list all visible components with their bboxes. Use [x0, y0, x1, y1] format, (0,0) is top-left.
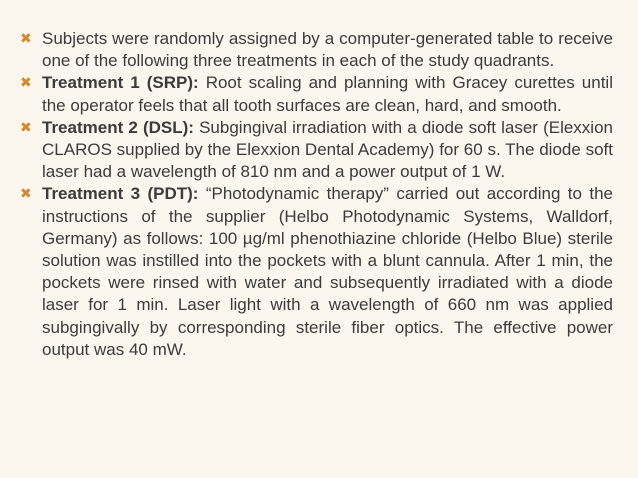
bullet-x-icon: ✖ [20, 75, 32, 92]
bullet-item-2 [0, 72, 638, 116]
bullet-lead: Treatment 2 (DSL): [42, 117, 194, 137]
bullet-text: Subgingival irradiation with a diode soft laser (Elexxion CLAROS supplied by the Elexxion Dental Academy) for 60 s. The diode soft laser had a wavelength of 810 nm and a power output of 1 W. [42, 117, 613, 182]
bullet-lead: Treatment 1 (SRP): [42, 73, 199, 93]
bullet-lead: Treatment 3 (PDT): [42, 184, 199, 204]
bullet-list [0, 28, 638, 361]
bullet-text: Subjects were randomly assigned by a computer-generated table to receive one of the following three treatments in each of the study quadrants. [42, 29, 613, 71]
bullet-text: Root scaling and planning with Gracey curettes until the operator feels that all tooth surfaces are clean, hard, and smooth. [42, 73, 613, 115]
bullet-item-1 [0, 28, 638, 72]
bullet-text: “Photodynamic therapy” carried out according to the instructions of the supplier (Helbo Photodynamic Systems, Walldorf, Germany) as follows: 100 µg/ml phenothiazine chloride (Helbo Blue) sterile solution was instilled into the pockets with a blunt cannula. After 1 min, the pockets were rinsed with water and subsequently irradiated with a diode laser for 1 min. Laser light with a wavelength of 660 nm was applied subgingivally by corresponding sterile fiber optics. The effective power output was 40 mW. [42, 184, 613, 359]
bullet-item-3 [0, 117, 638, 184]
bullet-x-icon: ✖ [20, 31, 32, 47]
bullet-x-icon: ✖ [20, 119, 32, 136]
bullet-x-icon: ✖ [20, 186, 32, 203]
bullet-item-4 [0, 183, 638, 361]
